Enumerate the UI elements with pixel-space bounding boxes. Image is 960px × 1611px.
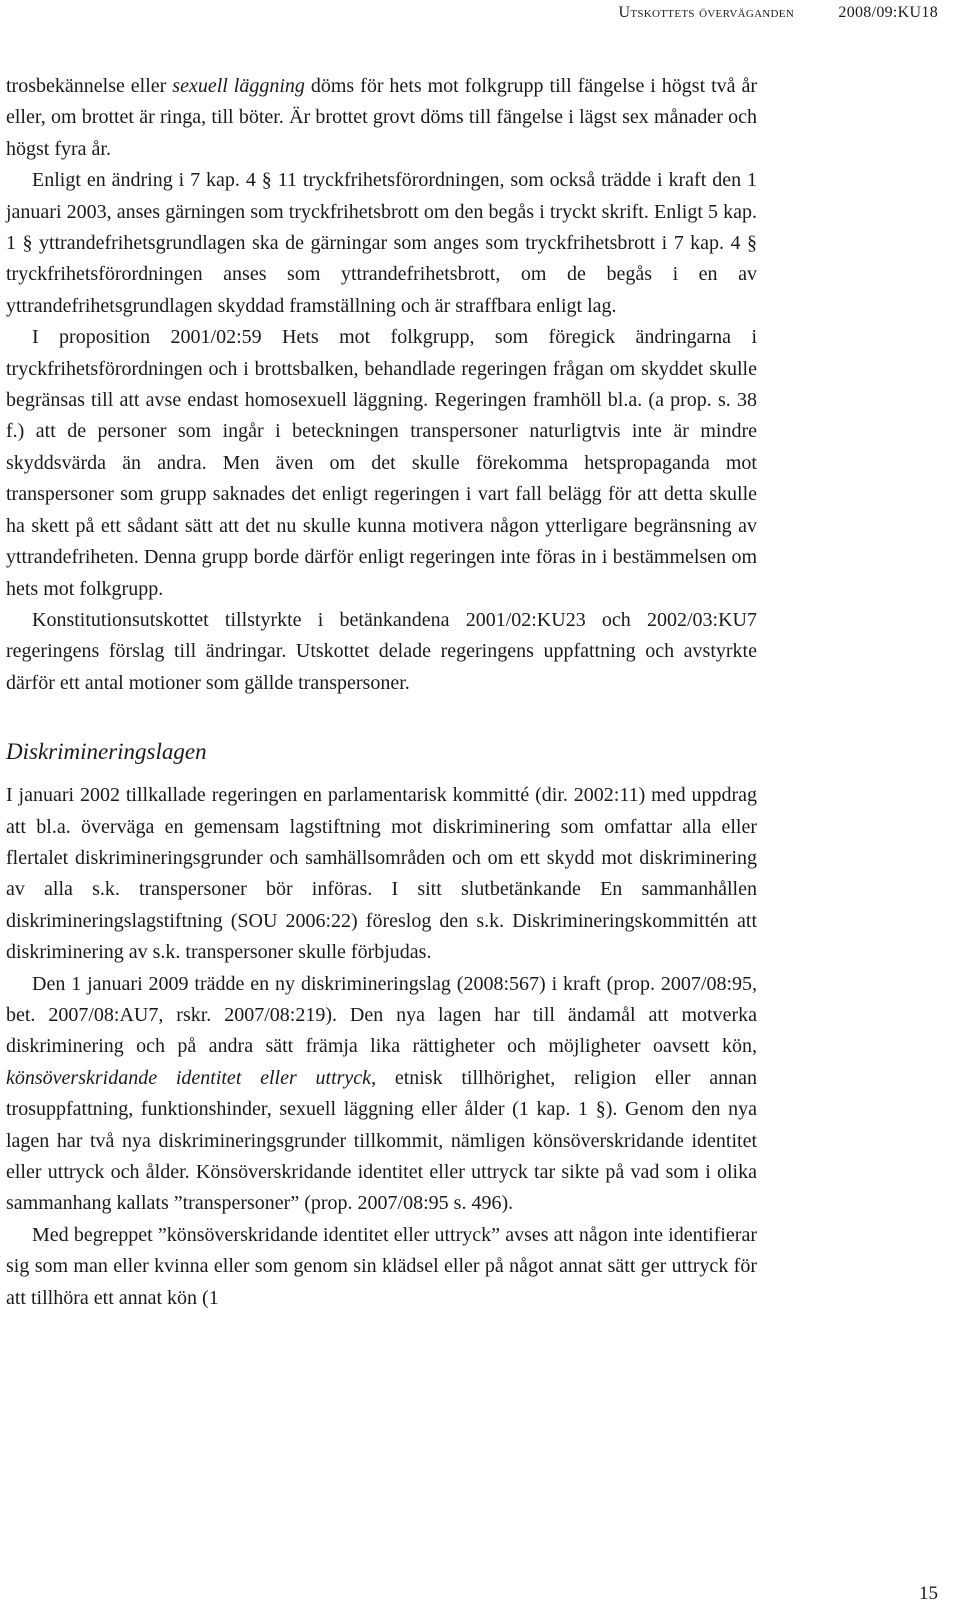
paragraph-6-emphasis: könsöverskridande identitet eller uttryck	[6, 1066, 372, 1089]
paragraph-1	[6, 71, 757, 165]
document-body	[6, 71, 757, 1314]
paragraph-2: Enligt en ändring i 7 kap. 4 § 11 tryckfrihetsförordningen, som också trädde i kraft den 1 januari 2003, anses gärningen som tryckfrihetsbrott om den begås i tryckt skrift. Enligt 5 kap. 1 § yttrandefrihetsgrundlagen ska de gärningar som anges som tryckfrihetsbrott i 7 kap. 4 § tryckfrihetsförordningen anses som yttrandefrihetsbrott, om de begås i en av yttrandefrihetsgrundlagen skyddad framställning och är straffbara enligt lag.	[6, 169, 757, 317]
header-document-id: 2008/09:KU18	[838, 4, 938, 21]
paragraph-6	[6, 969, 757, 1220]
page-number: 15	[919, 1583, 938, 1604]
paragraph-4: Konstitutionsutskottet tillstyrkte i betänkandena 2001/02:KU23 och 2002/03:KU7 regeringens förslag till ändringar. Utskottet delade regeringens uppfattning och avstyrkte därför ett antal motioner som gällde transpersoner.	[6, 608, 757, 694]
paragraph-3: I proposition 2001/02:59 Hets mot folkgrupp, som föregick ändringarna i tryckfrihetsförordningen och i brottsbalken, behandlade regeringen frågan om skyddet skulle begränsas till att avse endast homosexuell läggning. Regeringen framhöll bl.a. (a prop. s. 38 f.) att de personer som ingår i beteckningen transpersoner naturligtvis inte är mindre skyddsvärda än andra. Men även om det skulle förekomma hetspropaganda mot transpersoner som grupp saknades det enligt regeringen i vart fall belägg för att detta skulle ha skett på ett sådant sätt att det nu skulle kunna motivera någon ytterligare begränsning av yttrandefriheten. Denna grupp borde därför enligt regeringen inte föras in i bestämmelsen om hets mot folkgrupp.	[6, 326, 757, 600]
paragraph-7: Med begreppet ”könsöverskridande identitet eller uttryck” avses att någon inte identifierar sig som man eller kvinna eller som genom sin klädsel eller på något annat sätt ger uttryck för att tillhöra ett annat kön (1	[6, 1223, 757, 1309]
running-header	[619, 4, 939, 22]
paragraph-6-text-c: , etnisk tillhörighet, religion eller annan trosuppfattning, funktionshinder, sexuell läggning eller ålder (1 kap. 1 §). Genom den nya lagen har två nya diskrimineringsgrunder tillkommit, nämligen könsöverskridande identitet eller uttryck och ålder. Könsöverskridande identitet eller uttryck tar sikte på vad som i olika sammanhang kallats ”transpersoner” (prop. 2007/08:95 s. 496).	[6, 1066, 757, 1215]
paragraph-6-text-a: Den 1 januari 2009 trädde en ny diskrimineringslag (2008:567) i kraft (prop. 2007/08:95, bet. 2007/08:AU7, rskr. 2007/08:219). Den nya lagen har till ändamål att motverka diskriminering och på andra sätt främja lika rättigheter och möjligheter oavsett kön,	[6, 972, 757, 1058]
section-heading: Diskrimineringslagen	[6, 739, 207, 765]
paragraph-1-emphasis: sexuell läggning	[172, 75, 305, 97]
paragraph-1-text-a: trosbekännelse eller	[6, 75, 173, 97]
paragraph-5: I januari 2002 tillkallade regeringen en parlamentarisk kommitté (dir. 2002:11) med uppdrag att bl.a. överväga en gemensam lagstiftning mot diskriminering som omfattar alla eller flertalet diskrimineringsgrunder och samhällsområden och om ett skydd mot diskriminering av alla s.k. transpersoner bör införas. I sitt slutbetänkande En sammanhållen diskrimineringslagstiftning (SOU 2006:22) föreslog den s.k. Diskrimineringskommittén att diskriminering av s.k. transpersoner skulle förbjudas.	[6, 784, 757, 964]
header-section-title: Utskottets överväganden	[618, 4, 795, 21]
paragraph-1-text-c: döms för hets mot folkgrupp till fängelse i högst två år eller, om brottet är ringa, till böter. Är brottet grovt döms till fängelse i lägst sex månader och högst fyra år.	[6, 75, 758, 160]
